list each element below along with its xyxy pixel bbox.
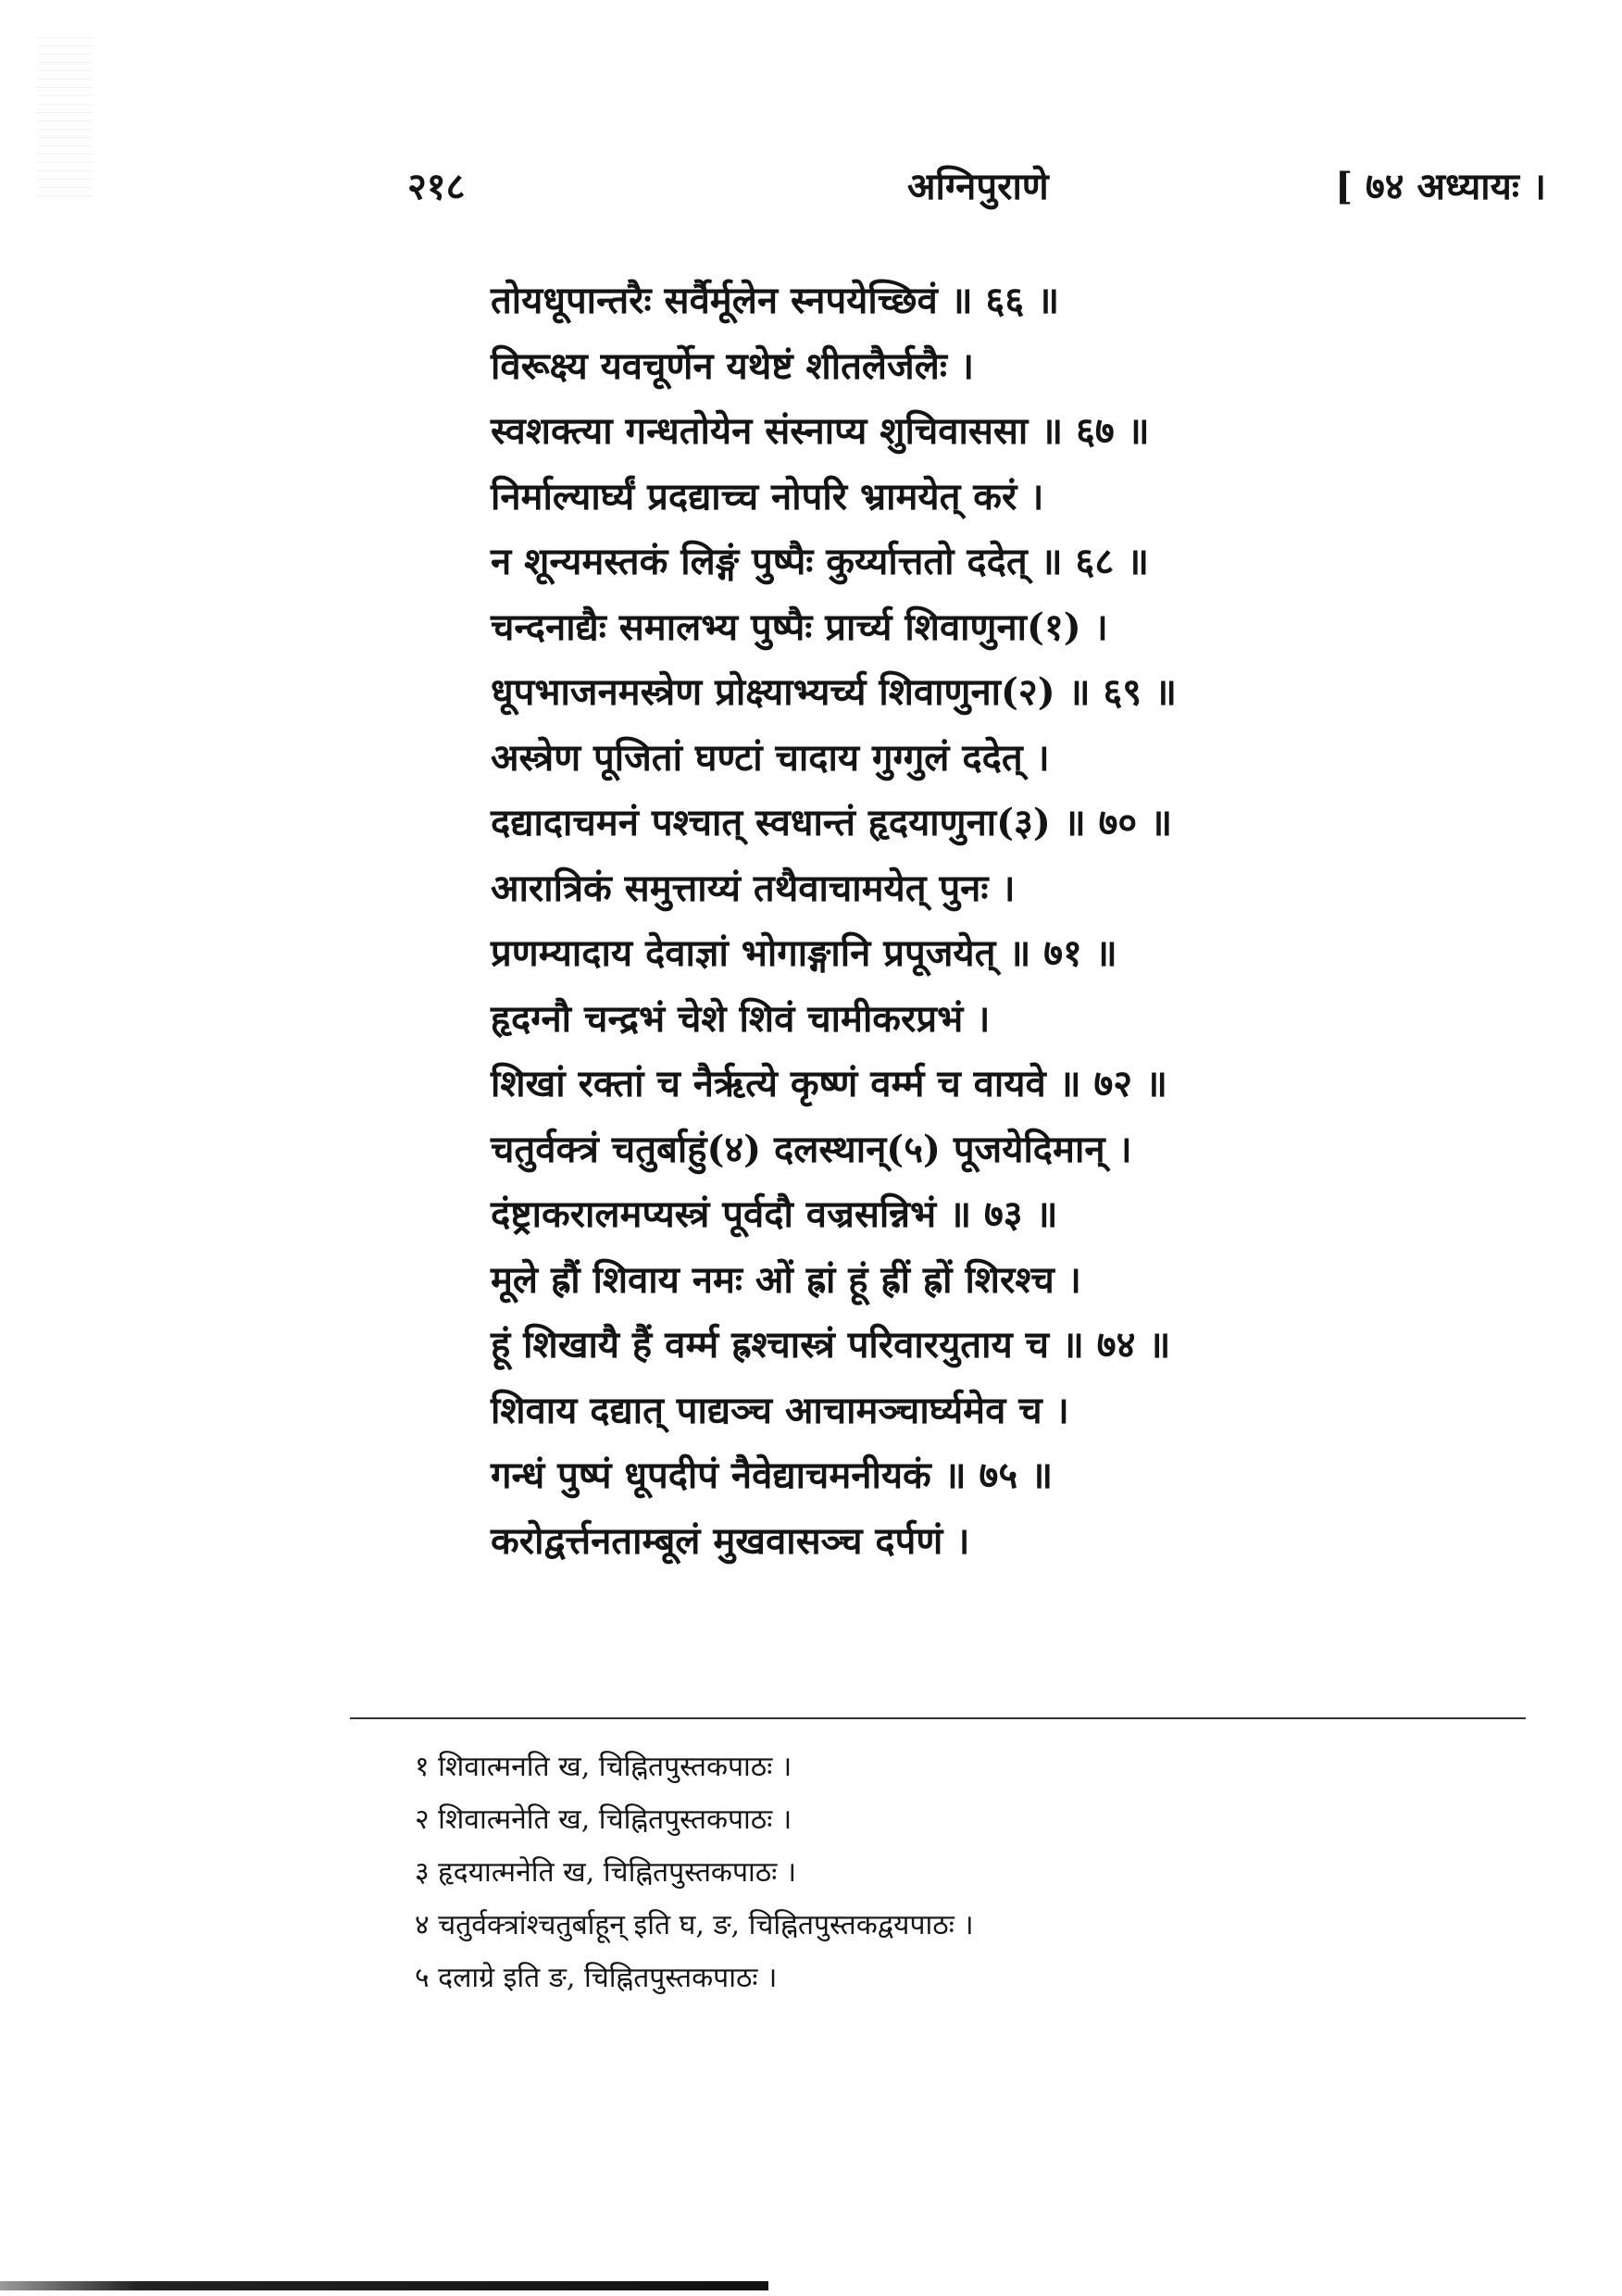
verse-line: दंष्ट्राकरालमप्यस्त्रं पूर्वदौ वज्रसन्निभं ॥ ७३ ॥ xyxy=(491,1192,1058,1236)
verse-line: शिखां रक्तां च नैर्ऋत्ये कृष्णं वर्म्म च वायवे ॥ ७२ ॥ xyxy=(491,1062,1167,1105)
verse-line: तोयधूपान्तरैः सर्वैर्मूलेन स्नपयेच्छिवं ॥ ६६ ॥ xyxy=(491,279,1060,322)
scanner-artifact xyxy=(37,37,93,204)
footnote: ५ दलाग्रे इति ङ, चिह्नितपुस्तकपाठः । xyxy=(415,1962,778,1994)
footnote: १ शिवात्मनति ख, चिह्नितपुस्तकपाठः । xyxy=(415,1751,792,1783)
verse-line: चन्दनाद्यैः समालभ्य पुष्पैः प्रार्च्य शिवाणुना(१) । xyxy=(491,605,1108,649)
verse-line: निर्माल्यार्घ्यं प्रदद्याच्च नोपरि भ्रामयेत् करं । xyxy=(491,474,1044,518)
footnote-divider xyxy=(350,1717,1526,1719)
verse-line: शिवाय दद्यात् पाद्यञ्च आचामञ्चार्घ्यमेव च । xyxy=(491,1388,1069,1432)
verse-line: दद्यादाचमनं पश्चात् स्वधान्तं हृदयाणुना(३) ॥ ७० ॥ xyxy=(491,801,1173,844)
verse-line: विरूक्ष्य यवचूर्णेन यथेष्टं शीतलैर्जलैः । xyxy=(491,343,974,388)
footnote: ३ हृदयात्मनेति ख, चिह्नितपुस्तकपाठः । xyxy=(415,1856,797,1889)
verse-line: आरात्रिकं समुत्ताय्यं तथैवाचामयेत् पुनः । xyxy=(491,866,1016,910)
verse-line: धूपभाजनमस्त्रेण प्रोक्ष्याभ्यर्च्य शिवाणुना(२) ॥ ६९ ॥ xyxy=(491,670,1177,714)
verse-line: न शून्यमस्तकं लिङ्गं पुष्पैः कुर्य्यात्ततो ददेत् ॥ ६८ ॥ xyxy=(491,540,1150,583)
scan-edge-bar xyxy=(0,2281,768,2290)
verse-line: हृदग्नौ चन्द्रभं चेशे शिवं चामीकरप्रभं । xyxy=(491,996,991,1041)
running-title: अग्निपुराणे xyxy=(907,165,1049,208)
verse-line: करोद्वर्त्तनताम्बूलं मुखवासञ्च दर्पणं । xyxy=(491,1518,970,1563)
verse-line: अस्त्रेण पूजितां घण्टां चादाय गुग्गुलं ददेत् । xyxy=(491,735,1050,780)
chapter-label: [ ७४ अध्यायः । xyxy=(1335,165,1546,208)
verse-line: प्रणम्यादाय देवाज्ञां भोगाङ्गानि प्रपूजयेत् ॥ ७१ ॥ xyxy=(491,931,1117,975)
verse-line: स्वशक्त्या गन्धतोयेन संस्नाप्य शुचिवाससा ॥ ६७ ॥ xyxy=(491,409,1150,453)
footnote: २ शिवात्मनेति ख, चिह्नितपुस्तकपाठः । xyxy=(415,1803,792,1836)
verse-line: मूले ह्रौं शिवाय नमः ओं ह्रां हूं ह्रीं ह्रों शिरश्च । xyxy=(491,1257,1081,1302)
verse-line: गन्धं पुष्पं धूपदीपं नैवेद्याचमनीयकं ॥ ७५ ॥ xyxy=(491,1454,1054,1497)
footnotes-block xyxy=(415,1741,1526,2004)
verse-line: चतुर्वक्त्रं चतुर्बाहुं(४) दलस्थान्(५) पूजयेदिमान् । xyxy=(491,1127,1132,1171)
page-header xyxy=(407,159,1546,224)
verse-block xyxy=(491,268,1416,1574)
page-number: २१८ xyxy=(407,165,466,208)
verse-line: हूं शिखायै हैं वर्म्म ह्रश्चास्त्रं परिवारयुताय च ॥ ७४ ॥ xyxy=(491,1323,1171,1366)
footnote: ४ चतुर्वक्त्रांश्चतुर्बाहून् इति घ, ङ, चिह्नितपुस्तकद्वयपाठः । xyxy=(415,1909,974,1941)
